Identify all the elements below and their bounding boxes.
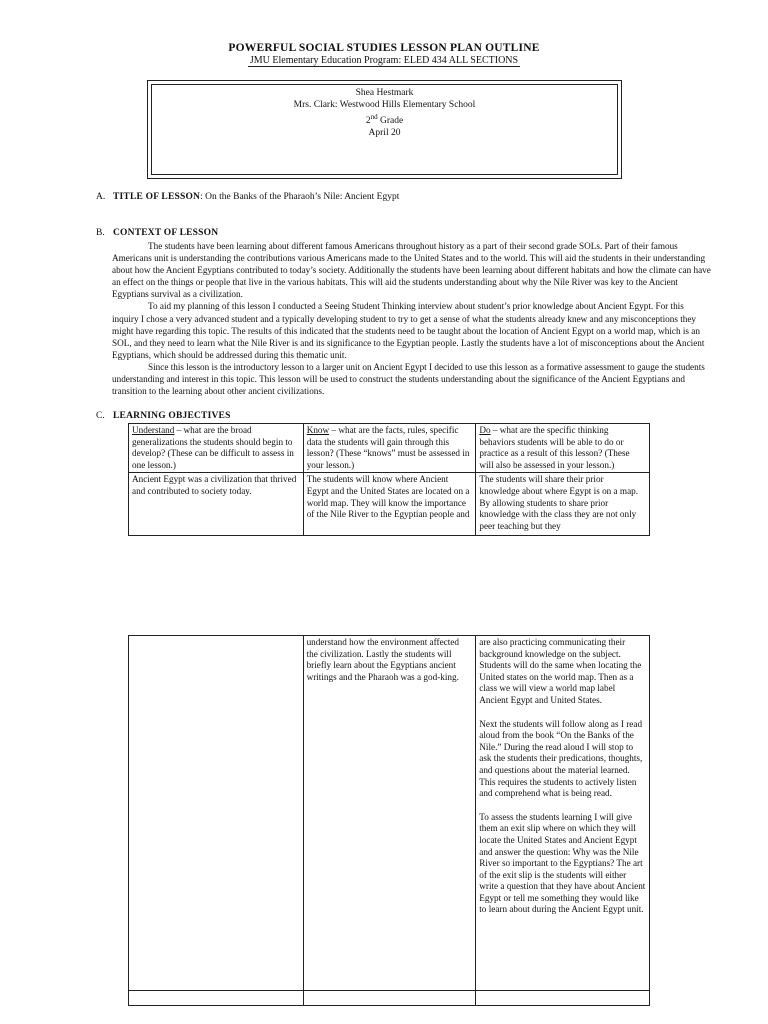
teacher-school: Mrs. Clark: Westwood Hills Elementary School [293, 100, 476, 110]
section-title: LEARNING OBJECTIVES [113, 411, 231, 421]
understand-cell [129, 636, 304, 991]
section-c-heading [96, 411, 231, 421]
section-letter: C. [96, 411, 105, 421]
lesson-date: April 20 [368, 128, 401, 139]
empty-cell [476, 991, 650, 1006]
context-paragraph-2: To aid my planning of this lesson I conducted a Seeing Student Thinking interview about student’s prior knowledge about Ancient Egypt. For this inquiry I chose a very advanced student and a typically developing student to try to get a sense of what the students already knew and any misconceptions they might have regarding this topic. The results of this indicated that the students need to be taught about the location of Ancient Egypt on a world map, which is an SOL, and they need to learn what the Nile River is and its significance to the Egyptian people. Lastly the students have a lot of misconceptions about the Ancient Egyptians, which should be addressed during this thematic unit. [112, 301, 705, 360]
grade-line [152, 111, 617, 127]
empty-cell [303, 991, 476, 1006]
understand-header: Understand – what are the broad generalizations the students should begin to develop? (These can be difficult to assess in one lesson.) [129, 424, 304, 473]
objectives-table [128, 423, 650, 536]
do-cell [476, 636, 650, 991]
author-name: Shea Hestmark [355, 88, 414, 98]
document-subtitle [0, 55, 768, 66]
objectives-table-continued [128, 635, 650, 1006]
table-row [129, 991, 650, 1006]
section-letter: A. [96, 192, 106, 202]
do-paragraph-1: are also practicing communicating their background knowledge on the subject. Students will do the same when locating the United states on the world map. Then as a class we will view a world map label Ancient Egypt and United States. [479, 637, 642, 705]
know-header: Know – what are the facts, rules, specific data the students will gain through this lesson? (These “knows” must be assessed in your lesson.) [303, 424, 476, 473]
grade-number: 2 [365, 116, 371, 127]
section-title: TITLE OF LESSON [113, 192, 201, 202]
document-title: POWERFUL SOCIAL STUDIES LESSON PLAN OUTLINE [228, 42, 540, 54]
do-paragraph-2: Next the students will follow along as I read aloud from the book “On the Banks of the Nile.” During the read aloud I will stop to ask the students their predications, thoughts, and questions about the material learned. This requires the students to actively listen and comprehend what is being read. [479, 718, 643, 799]
grade-word: Grade [377, 116, 404, 127]
do-cell: The students will share their prior knowledge about where Egypt is on a map. By allowing students to share prior knowledge with the class they are not only peer teaching but they [476, 473, 650, 536]
know-cell: understand how the environment affected the civilization. Lastly the students will briefly learn about the Egyptians ancient writings and the Pharaoh was a god-king. [303, 636, 476, 991]
empty-cell [129, 991, 304, 1006]
section-a-heading [96, 192, 399, 202]
info-box-inner [151, 84, 618, 175]
know-cell: The students will know where Ancient Egypt and the United States are located on a world map. They will know the importance of the Nile River to the Egyptian people and [303, 473, 476, 536]
table-row [129, 636, 650, 991]
understand-cell: Ancient Egypt was a civilization that thrived and contributed to society today. [129, 473, 304, 536]
context-text [112, 240, 712, 397]
grade-suffix: nd [370, 113, 378, 121]
section-title: CONTEXT OF LESSON [113, 228, 219, 238]
info-box [147, 80, 622, 179]
do-header: Do – what are the specific thinking behaviors students will be able to do or practice as a result of this lesson? (These will also be assessed in your lesson.) [476, 424, 650, 473]
program-line: JMU Elementary Education Program: ELED 434 ALL SECTIONS [249, 55, 519, 66]
section-letter: B. [96, 228, 105, 238]
context-paragraph-3: Since this lesson is the introductory lesson to a larger unit on Ancient Egypt I decided to use this lesson as a formative assessment to gauge the students understanding and interest in this topic. This lesson will be used to construct the students understanding about the significance of the Ancient Egyptians and transition to the learning about other ancient civilizations. [112, 361, 705, 397]
context-paragraph-1: The students have been learning about different famous Americans throughout history as a part of their second grade SOLs. Part of their famous Americans unit is understanding the contributions various Americans made to the United States and to the world. This will aid the students in their understanding about how the Ancient Egyptians contributed to today’s society. Additionally the students have been learning about different habitats and how the climate can have an effect on the things or people that live in the various habitats. This will aid the students understanding about why the Nile River was key to the Ancient Egyptians survival as a civilization. [112, 241, 711, 300]
do-paragraph-3: To assess the students learning I will give them an exit slip where on which they will locate the United States and Ancient Egypt and answer the question: Why was the Nile River so important to the Egyptians? The art of the exit slip is the students will either write a question that they have about Ancient Egypt or tell me something they would like to learn about during the Ancient Egypt unit. [479, 811, 646, 915]
lesson-title: : On the Banks of the Pharaoh’s Nile: Ancient Egypt [200, 192, 400, 202]
table-row [129, 424, 650, 473]
table-row [129, 473, 650, 536]
section-b-heading [96, 228, 218, 238]
